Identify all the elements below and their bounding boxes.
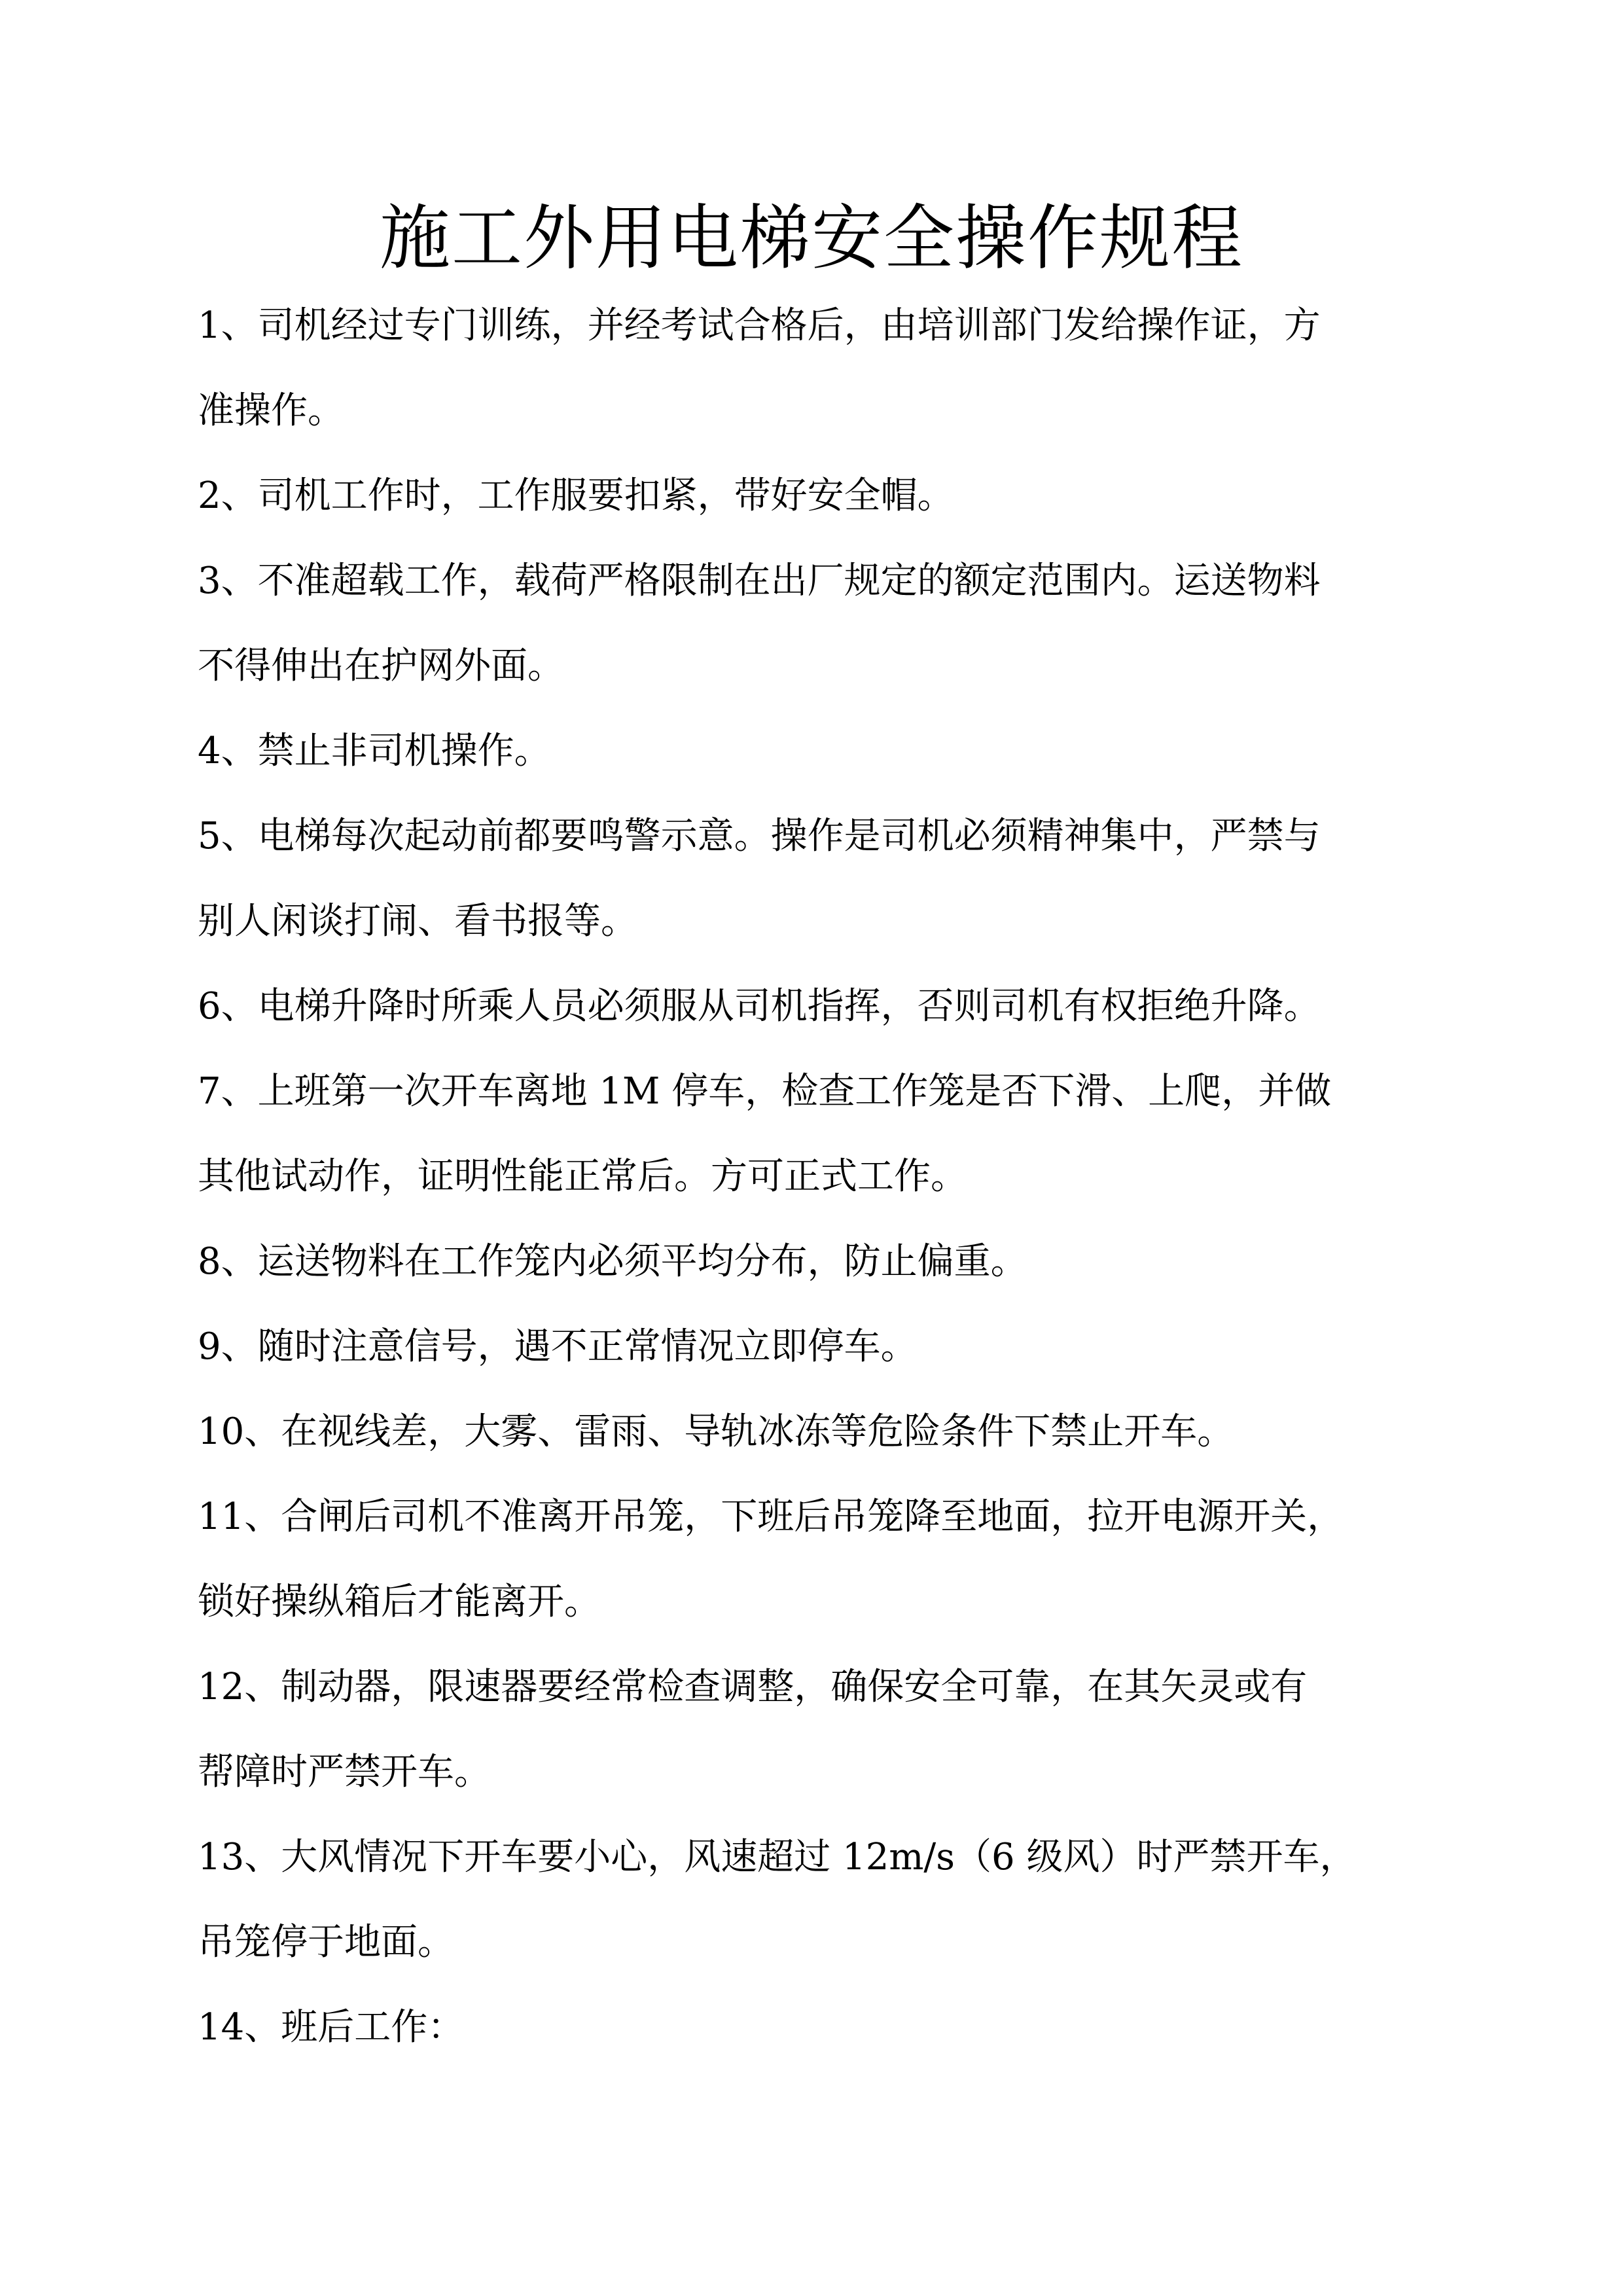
text-line-12: 8、运送物料在工作笼内必须平均分布，防止偏重。: [198, 1240, 1027, 1283]
text-line-2: 准操作。: [198, 389, 344, 432]
text-line-16: 锁好操纵箱后才能离开。: [198, 1581, 601, 1623]
text-line-13: 9、随时注意信号，遇不正常情况立即停车。: [198, 1325, 918, 1368]
text-line-4: 3、不准超载工作，载荷严格限制在出厂规定的额定范围内。运送物料: [198, 560, 1321, 602]
text-line-20: 吊笼停于地面。: [198, 1921, 454, 1964]
text-line-7: 5、电梯每次起动前都要鸣警示意。操作是司机必须精神集中，严禁与: [198, 815, 1321, 857]
text-line-15: 11、合闸后司机不准离开吊笼，下班后吊笼降至地面，拉开电源开关，: [198, 1496, 1344, 1538]
text-line-3: 2、司机工作时，工作服要扣紧，带好安全帽。: [198, 475, 954, 517]
text-line-21: 14、班后工作：: [198, 2006, 465, 2049]
text-line-1: 1、司机经过专门训练，并经考试合格后，由培训部门发给操作证，方: [198, 304, 1321, 347]
document-title: 施工外用电梯安全操作规程: [379, 198, 1243, 279]
text-line-11: 其他试动作，证明性能正常后。方可正式工作。: [198, 1155, 967, 1198]
text-line-18: 帮障时严禁开车。: [198, 1751, 491, 1793]
text-line-17: 12、制动器，限速器要经常检查调整，确保安全可靠，在其矢灵或有: [198, 1666, 1308, 1708]
text-line-19: 13、大风情况下开车要小心，风速超过 12m/s（6 级风）时严禁开车，: [198, 1836, 1357, 1878]
text-line-5: 不得伸出在护网外面。: [198, 645, 564, 687]
text-line-9: 6、电梯升降时所乘人员必须服从司机指挥，否则司机有权拒绝升降。: [198, 985, 1321, 1028]
text-line-10: 7、上班第一次开车离地 1M 停车，检查工作笼是否下滑、上爬，并做: [198, 1070, 1332, 1113]
text-line-8: 别人闲谈打闹、看书报等。: [198, 900, 637, 942]
text-line-6: 4、禁止非司机操作。: [198, 730, 551, 772]
text-line-14: 10、在视线差，大雾、雷雨、导轨冰冻等危险条件下禁止开车。: [198, 1410, 1234, 1453]
